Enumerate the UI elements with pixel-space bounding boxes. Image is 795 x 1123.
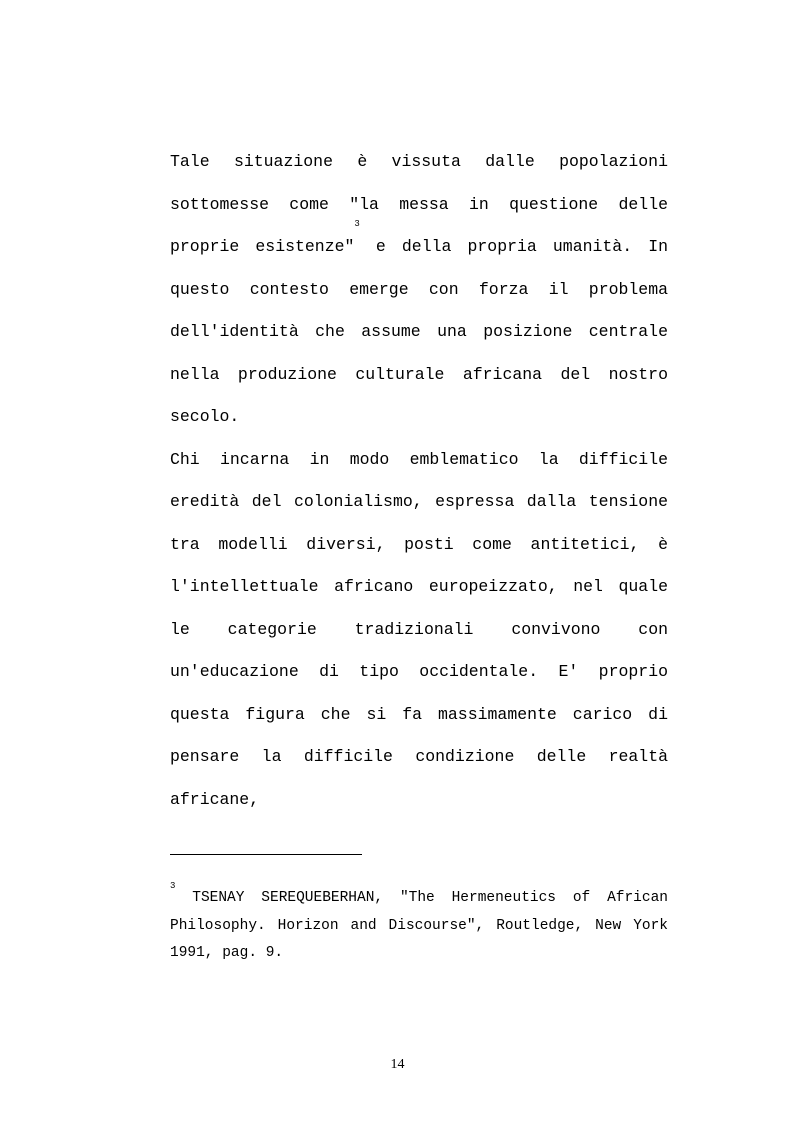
paragraph-2: Chi incarna in modo emblematico la difficile eredità del colonialismo, espressa dalla tensione tra modelli diversi, posti come antitetici, è l'intellettuale africano europeizzato, nel quale le categorie tradizionali convivono con un'educazione di tipo occidentale. E' proprio questa figura che si fa massimamente carico di pensare la difficile condizione delle realtà africane, bbox=[170, 449, 668, 809]
paragraph-1-text-start: Tale situazione è vissuta dalle popolazioni sottomesse come "la messa in questione delle proprie esistenze" bbox=[170, 152, 668, 256]
footnote bbox=[170, 881, 668, 968]
paragraph-1 bbox=[170, 141, 668, 439]
body-text bbox=[170, 141, 668, 821]
footnote-reference[interactable]: 3 bbox=[354, 219, 360, 229]
footnote-number: 3 bbox=[170, 881, 176, 891]
paragraph-1-text-end: e della propria umanità. In questo contesto emerge con forza il problema dell'identità che assume una posizione centrale nella produzione culturale africana del nostro secolo. bbox=[170, 237, 668, 426]
page-number: 14 bbox=[390, 1057, 405, 1072]
footnote-text: TSENAY SEREQUEBERHAN, "The Hermeneutics of African Philosophy. Horizon and Discourse", Routledge, New York 1991, pag. 9. bbox=[170, 890, 668, 961]
footnote-separator bbox=[170, 854, 362, 855]
